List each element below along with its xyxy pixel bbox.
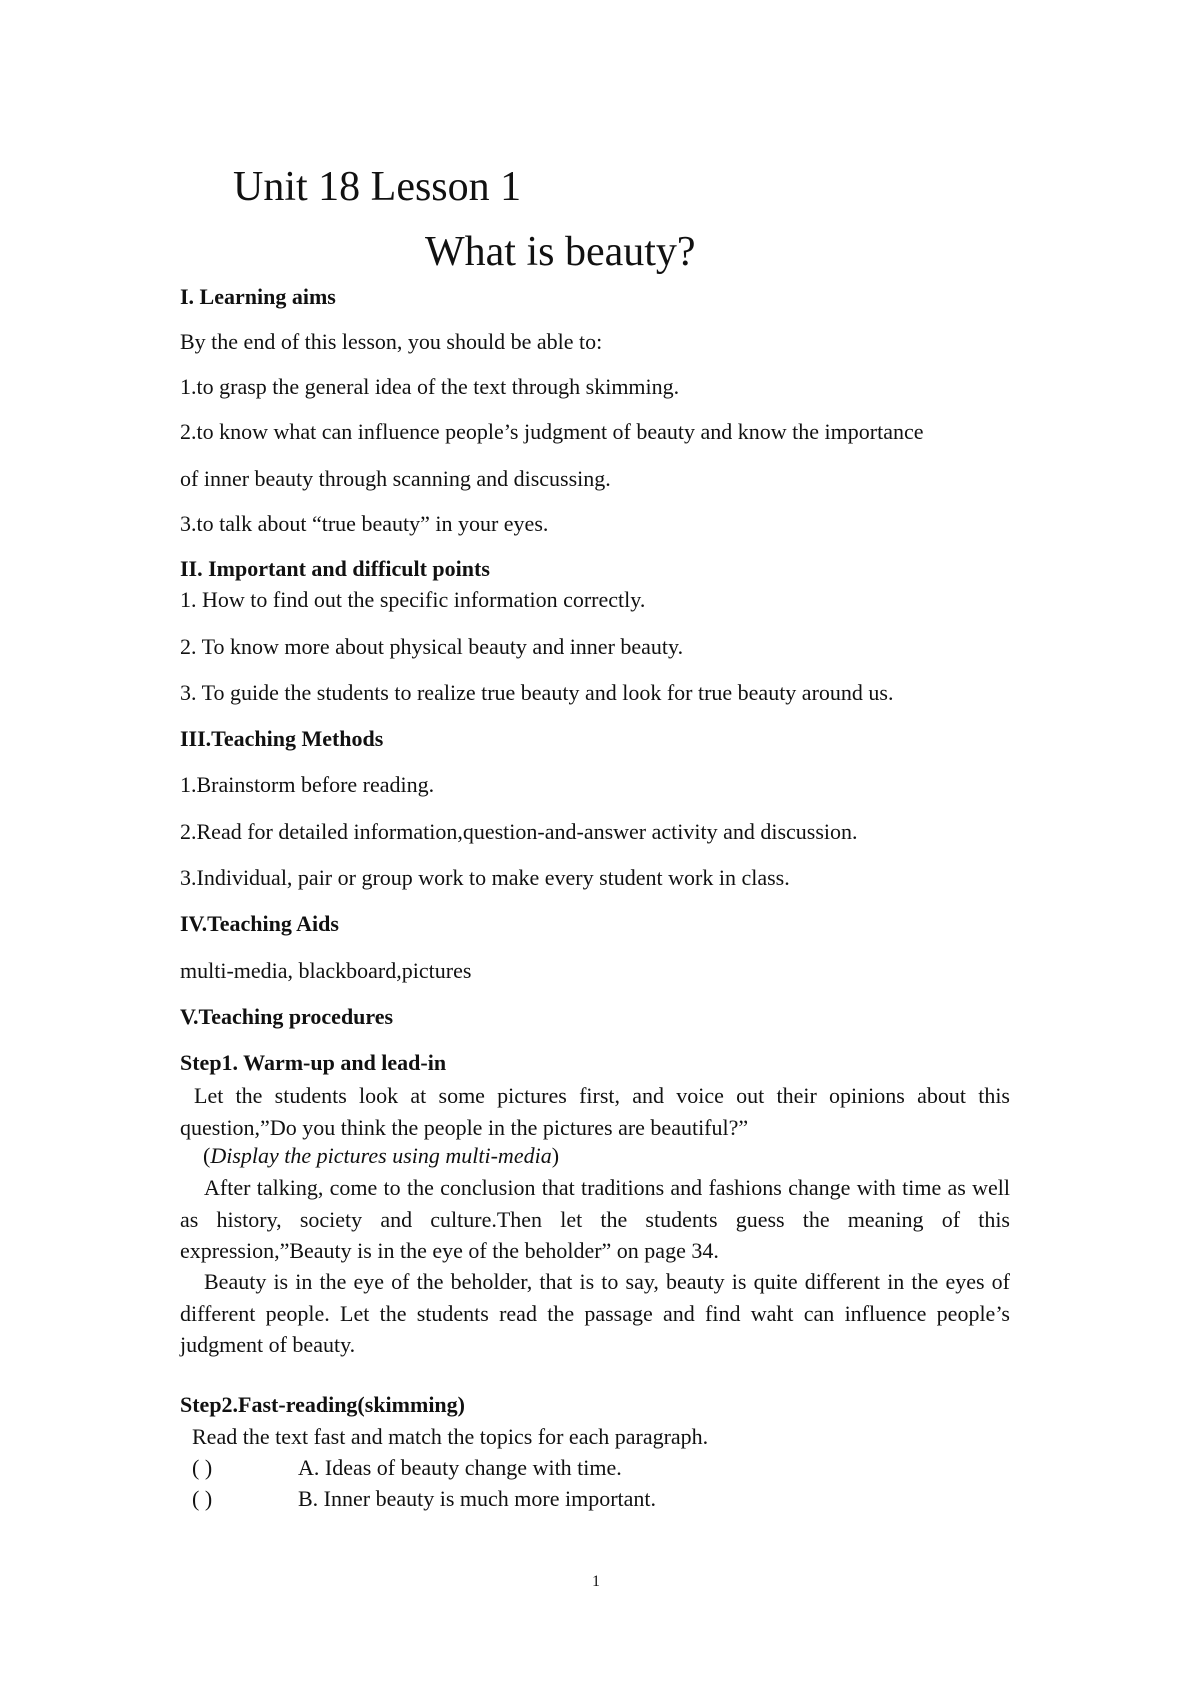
learning-aim-3: 3.to talk about “true beauty” in your eyes. (180, 511, 549, 536)
unit-title: Unit 18 Lesson 1 (233, 164, 522, 210)
important-point-1: 1. How to find out the specific information correctly. (180, 587, 646, 612)
teaching-method-2: 2.Read for detailed information,question-and-answer activity and discussion. (180, 819, 858, 844)
learning-aims-intro: By the end of this lesson, you should be able to: (180, 329, 603, 354)
match-option-b: B. Inner beauty is much more important. (298, 1486, 657, 1511)
match-option-a: A. Ideas of beauty change with time. (298, 1455, 622, 1480)
learning-aim-1: 1.to grasp the general idea of the text through skimming. (180, 374, 680, 399)
step2-instruction: Read the text fast and match the topics for each paragraph. (192, 1424, 709, 1449)
step1-heading: Step1. Warm-up and lead-in (180, 1050, 447, 1075)
step2-heading: Step2.Fast-reading(skimming) (180, 1392, 465, 1417)
teaching-method-1: 1.Brainstorm before reading. (180, 772, 435, 797)
section-heading-teaching-methods: III.Teaching Methods (180, 726, 384, 751)
teaching-method-3: 3.Individual, pair or group work to make every student work in class. (180, 865, 790, 890)
learning-aim-2-continued: of inner beauty through scanning and discussing. (180, 466, 611, 491)
important-point-2: 2. To know more about physical beauty and inner beauty. (180, 634, 684, 659)
match-blank-b[interactable]: ( ) (192, 1486, 213, 1511)
section-heading-teaching-aids: IV.Teaching Aids (180, 911, 339, 936)
section-heading-important-points: II. Important and difficult points (180, 556, 490, 581)
lesson-subtitle: What is beauty? (425, 229, 696, 275)
section-heading-learning-aims: I. Learning aims (180, 284, 336, 309)
section-heading-teaching-procedures: V.Teaching procedures (180, 1004, 394, 1029)
step1-paragraph-1: Let the students look at some pictures first, and voice out their opinions about this question,”Do you think the people in the pictures are beautiful?” (180, 1083, 1010, 1140)
page-number: 1 (592, 1573, 600, 1590)
match-blank-a[interactable]: ( ) (192, 1455, 213, 1480)
step1-paragraph-3: Beauty is in the eye of the beholder, that is to say, beauty is quite different in the eyes of different people. Let the students read the passage and find waht can influence people’s judgment of beauty. (180, 1269, 1010, 1357)
teaching-aids-text: multi-media, blackboard,pictures (180, 958, 472, 983)
important-point-3: 3. To guide the students to realize true beauty and look for true beauty around us. (180, 680, 894, 705)
step1-display-note: (Display the pictures using multi-media) (203, 1143, 560, 1168)
step1-paragraph-2: After talking, come to the conclusion that traditions and fashions change with time as well as history, society and culture.Then let the students guess the meaning of this expression,”Beauty is in the eye of the beholder” on page 34. (180, 1175, 1010, 1263)
learning-aim-2: 2.to know what can influence people’s judgment of beauty and know the importance (180, 419, 924, 444)
